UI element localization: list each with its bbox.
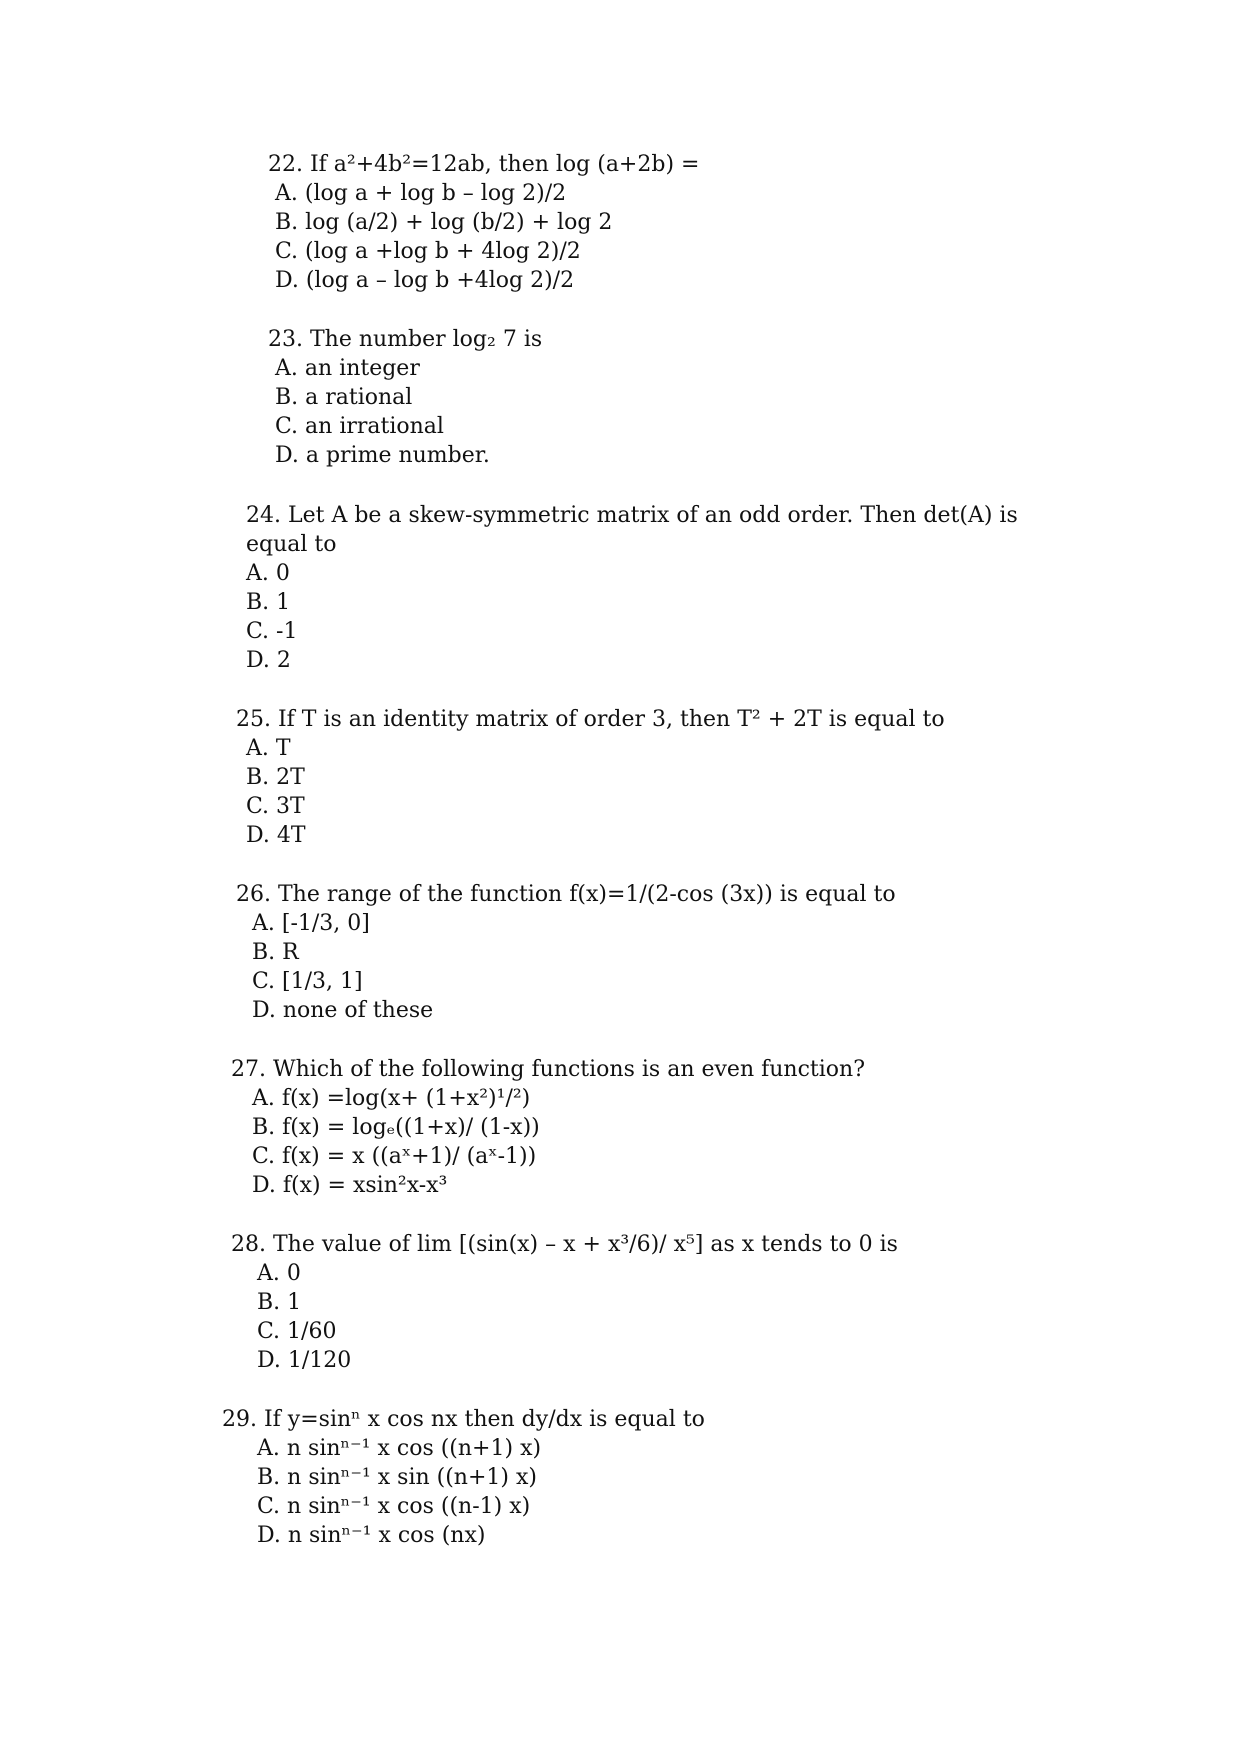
question-stem: 27. Which of the following functions is an even function? bbox=[231, 1057, 865, 1082]
question-stem: 22. If a²+4b²=12ab, then log (a+2b) = bbox=[268, 152, 700, 177]
question-24 bbox=[246, 501, 1046, 675]
question-stem: 29. If y=sinⁿ x cos nx then dy/dx is equal to bbox=[222, 1407, 705, 1432]
option-b: B. log (a/2) + log (b/2) + log 2 bbox=[275, 210, 613, 235]
option-a: A. 0 bbox=[257, 1261, 301, 1286]
option-a: A. n sinⁿ⁻¹ x cos ((n+1) x) bbox=[257, 1436, 542, 1461]
option-b: B. f(x) = logₑ((1+x)/ (1-x)) bbox=[252, 1115, 540, 1140]
option-b: B. 1 bbox=[257, 1290, 302, 1315]
option-a: A. [-1/3, 0] bbox=[252, 911, 370, 936]
question-stem: 24. Let A be a skew-symmetric matrix of an odd order. Then det(A) is equal to bbox=[246, 503, 1018, 557]
option-b: B. n sinⁿ⁻¹ x sin ((n+1) x) bbox=[257, 1465, 537, 1490]
option-a: A. an integer bbox=[275, 356, 420, 381]
option-d: D. (log a – log b +4log 2)/2 bbox=[275, 268, 575, 293]
option-d: D. 4T bbox=[246, 823, 306, 848]
option-a: A. 0 bbox=[246, 561, 290, 586]
option-c: C. [1/3, 1] bbox=[252, 969, 363, 994]
option-c: C. (log a +log b + 4log 2)/2 bbox=[275, 239, 581, 264]
question-stem: 28. The value of lim [(sin(x) – x + x³/6)/ x⁵] as x tends to 0 is bbox=[231, 1232, 898, 1257]
question-stem: 23. The number log₂ 7 is bbox=[268, 327, 543, 352]
option-a: A. (log a + log b – log 2)/2 bbox=[275, 181, 567, 206]
question-26 bbox=[236, 880, 896, 1025]
option-b: B. a rational bbox=[275, 385, 413, 410]
question-stem: 26. The range of the function f(x)=1/(2-cos (3x)) is equal to bbox=[236, 882, 896, 907]
option-d: D. n sinⁿ⁻¹ x cos (nx) bbox=[257, 1523, 486, 1548]
question-29 bbox=[222, 1405, 705, 1550]
option-c: C. f(x) = x ((aˣ+1)/ (aˣ-1)) bbox=[252, 1144, 537, 1169]
option-d: D. 2 bbox=[246, 648, 291, 673]
question-stem: 25. If T is an identity matrix of order 3, then T² + 2T is equal to bbox=[236, 707, 945, 732]
question-28 bbox=[231, 1230, 898, 1375]
question-25 bbox=[236, 705, 945, 850]
option-d: D. a prime number. bbox=[275, 443, 490, 468]
option-b: B. 2T bbox=[246, 765, 305, 790]
option-c: C. 1/60 bbox=[257, 1319, 337, 1344]
option-d: D. none of these bbox=[252, 998, 434, 1023]
question-23 bbox=[268, 325, 542, 470]
option-c: C. an irrational bbox=[275, 414, 444, 439]
option-a: A. f(x) =log(x+ (1+x²)¹/²) bbox=[252, 1086, 531, 1111]
option-d: D. 1/120 bbox=[257, 1348, 352, 1373]
option-b: B. 1 bbox=[246, 590, 291, 615]
option-c: C. 3T bbox=[246, 794, 305, 819]
option-d: D. f(x) = xsin²x-x³ bbox=[252, 1173, 448, 1198]
option-b: B. R bbox=[252, 940, 299, 965]
option-a: A. T bbox=[246, 736, 291, 761]
question-27 bbox=[231, 1055, 865, 1200]
option-c: C. -1 bbox=[246, 619, 298, 644]
option-c: C. n sinⁿ⁻¹ x cos ((n-1) x) bbox=[257, 1494, 531, 1519]
question-22 bbox=[268, 150, 699, 295]
